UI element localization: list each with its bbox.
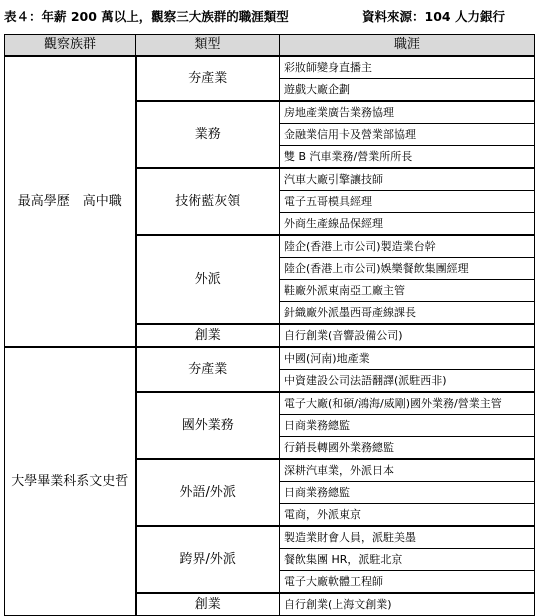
career-cell: 日商業務總監 [280,415,535,437]
career-cell: 自行創業(上海文創業) [280,593,535,616]
career-cell: 遊戲大廠企劃 [280,79,535,102]
career-cell: 電子五哥模具經理 [280,191,535,213]
career-cell: 製造業財會人員，派駐美墨 [280,526,535,549]
type-cell: 國外業務 [136,392,280,459]
career-cell: 彩妝師變身直播主 [280,56,535,79]
column-header: 類型 [136,35,280,57]
type-cell: 技術藍灰領 [136,168,280,235]
career-cell: 汽車大廠引擎讓技師 [280,168,535,191]
group-cell: 大學畢業科系文史哲 [5,347,136,616]
career-cell: 陸企(香港上市公司)娛樂餐飲集團經理 [280,258,535,280]
career-cell: 房地產業廣告業務協理 [280,101,535,124]
career-cell: 中國(河南)地產業 [280,347,535,370]
career-cell: 自行創業(音響設備公司) [280,324,535,347]
career-cell: 電子大廠軟體工程師 [280,571,535,594]
career-cell: 外商生產線品保經理 [280,213,535,236]
type-cell: 業務 [136,101,280,168]
group-cell: 最高學歷 高中職 [5,56,136,347]
career-cell: 深耕汽車業，外派日本 [280,459,535,482]
career-cell: 行銷長轉國外業務總監 [280,437,535,460]
career-cell: 餐飲集團 HR，派駐北京 [280,549,535,571]
column-header: 觀察族群 [5,35,136,57]
table-row [5,347,535,370]
table-row [5,56,535,79]
career-cell: 日商業務總監 [280,482,535,504]
career-cell: 金融業信用卡及營業部協理 [280,124,535,146]
table-title: 表４：年薪 200 萬以上，觀察三大族群的職涯類型 [4,9,289,24]
type-cell: 外語/外派 [136,459,280,526]
career-cell: 雙 B 汽車業務/營業所所長 [280,146,535,169]
career-cell: 中資建設公司法語翻譯(派駐西非) [280,370,535,393]
career-cell: 電子大廠(和碩/鴻海/威剛)國外業務/營業主管 [280,392,535,415]
type-cell: 創業 [136,593,280,616]
career-table [4,34,535,616]
table-body [5,56,535,616]
column-header: 職涯 [280,35,535,57]
career-cell: 針織廠外派墨西哥產線課長 [280,302,535,325]
career-cell: 鞋廠外派東南亞工廠主管 [280,280,535,302]
career-cell: 電商，外派東京 [280,504,535,527]
data-source: 資料來源：104 人力銀行 [362,9,505,24]
header-row [5,35,535,57]
type-cell: 夯產業 [136,347,280,392]
table-caption [2,2,544,32]
career-cell: 陸企(香港上市公司)製造業台幹 [280,235,535,258]
type-cell: 夯產業 [136,56,280,101]
type-cell: 跨界/外派 [136,526,280,593]
type-cell: 外派 [136,235,280,324]
type-cell: 創業 [136,324,280,347]
